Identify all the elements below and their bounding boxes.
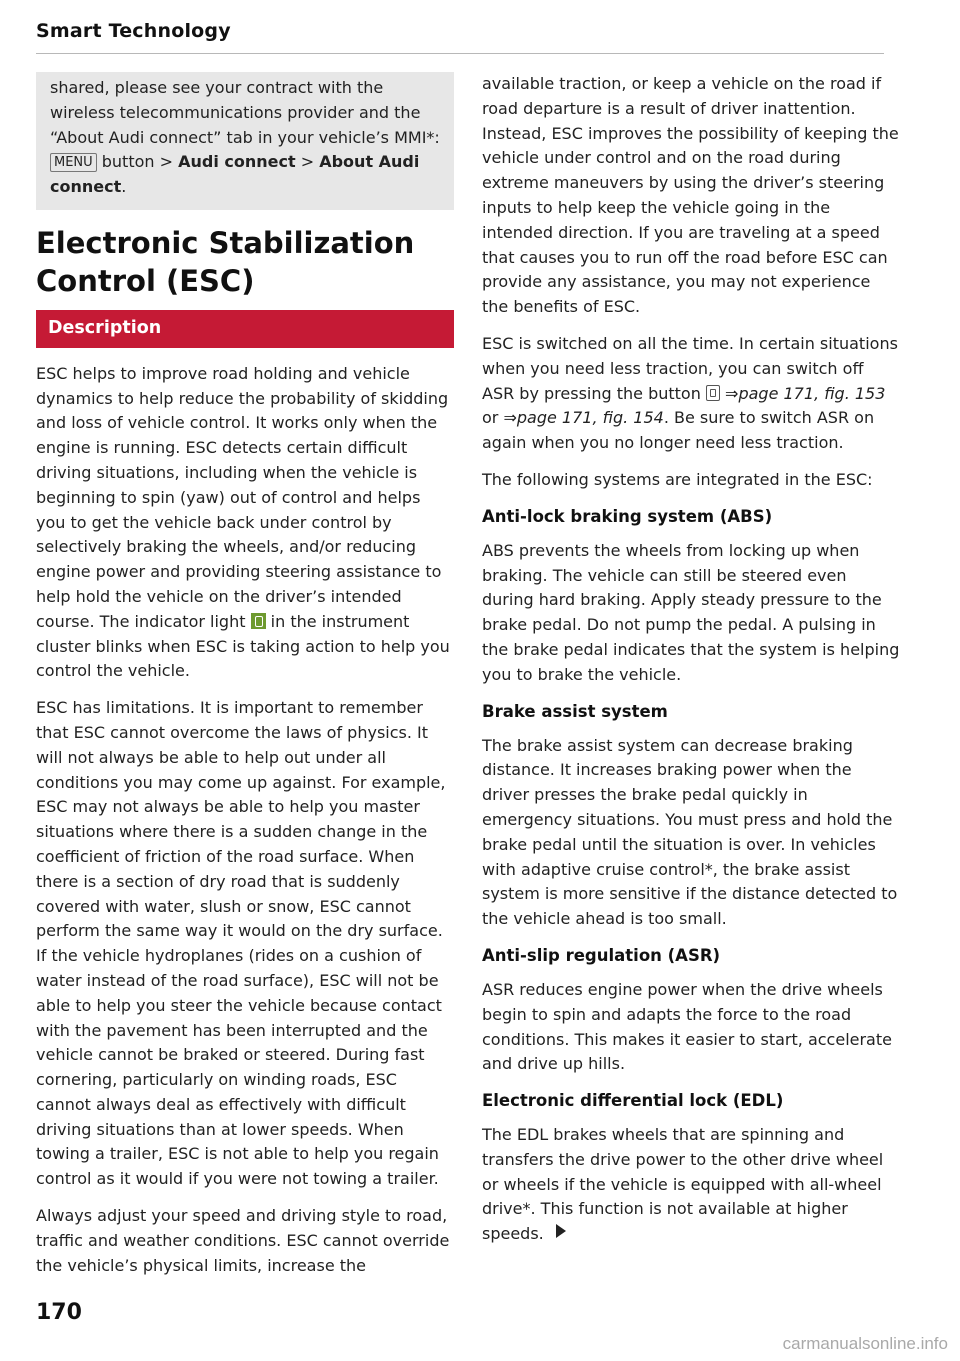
esc-switch-paragraph: ESC is switched on all the time. In certain situations when you need less traction, you can switch off ASR by pressing the button ⇒page 171, fig. 153 or ⇒page 171, fig. 154. Be sure to switch ASR on again when you no longer need less traction. <box>482 333 898 453</box>
asr-heading: Anti-slip regulation (ASR) <box>482 945 721 965</box>
traction-paragraph: available traction, or keep a vehicle on the road if road departure is a result of driver inattention. Instead, ESC improves the possibility of keeping the vehicle under control and on the road during extreme maneuvers by using the driver’s steering inputs to help keep the vehicle going in the intended direction. If you are traveling at a speed that causes you to run off the road before ESC can provide any assistance, you may not experience the benefits of ESC. <box>482 74 899 317</box>
edl-paragraph: The EDL brakes wheels that are spinning and transfers the drive power to the other drive wheel or wheels if the vehicle is equipped with all-wheel drive*. This function is not available at higher speeds. <box>482 1125 884 1244</box>
left-column <box>36 72 454 1290</box>
section-title: Electronic Stabilization Control (ESC) <box>36 225 415 298</box>
esc-indicator-icon <box>251 613 266 629</box>
intro-text: shared, please see your contract with the wireless telecommunications provider and the “About Audi connect” tab in your vehicle’s MMI*: <box>50 78 440 147</box>
intro-note-box: shared, please see your contract with the wireless telecommunications provider and the “About Audi connect” tab in your vehicle’s MMI*: MENU button > Audi connect > About Audi connect. <box>36 72 454 210</box>
about-audi-connect-label: About Audi connect <box>50 152 420 197</box>
menu-key: MENU <box>50 153 97 172</box>
continue-arrow-icon <box>556 1224 566 1238</box>
watermark: carmanualsonline.info <box>782 1334 948 1353</box>
adjust-speed-paragraph: Always adjust your speed and driving style to road, traffic and weather conditions. ESC cannot override the vehicle’s physical limits, increase the <box>36 1206 450 1275</box>
edl-heading: Electronic differential lock (EDL) <box>482 1091 784 1111</box>
asr-button-icon <box>706 385 720 401</box>
page-ref-arrow-icon: ⇒ <box>503 408 517 428</box>
esc-description-paragraph: ESC helps to improve road holding and vehicle dynamics to help reduce the probability of skidding and loss of vehicle control. It works only when the engine is running. ESC detects certain difficult driving situations, including when the vehicle is beginning to spin (yaw) out of control and helps you to get the vehicle back under control by selectively braking the wheels, and/or reducing engine power and providing steering assistance to help hold the vehicle on the driver’s intended course. The indicator light in the instrument cluster blinks when ESC is taking action to help you control the vehicle. <box>36 363 450 681</box>
abs-paragraph: ABS prevents the wheels from locking up when braking. The vehicle can still be steered even during hard braking. Apply steady pressure to the brake pedal. Do not pump the pedal. A pulsing in the brake pedal indicates that the system is helping you to brake the vehicle. <box>482 540 900 684</box>
abs-heading: Anti-lock braking system (ABS) <box>482 506 773 526</box>
audi-connect-label: Audi connect <box>178 152 296 172</box>
page-ref-arrow-icon: ⇒ <box>725 383 739 403</box>
page-number: 170 <box>36 1300 82 1325</box>
page-reference-link[interactable]: page 171, fig. 153 <box>738 383 886 403</box>
brake-assist-heading: Brake assist system <box>482 701 668 721</box>
asr-paragraph: ASR reduces engine power when the drive wheels begin to spin and adapts the force to the road conditions. This makes it easier to start, accelerate and drive up hills. <box>482 979 892 1074</box>
intro-after-key: button > <box>96 152 179 172</box>
page-reference-link[interactable]: page 171, fig. 154 <box>516 408 664 428</box>
esc-limitations-paragraph: ESC has limitations. It is important to remember that ESC cannot overcome the laws of physics. It will not always be able to help out under all conditions you may come up against. For example, ESC may not always be able to help you master situations where there is a sudden change in the coefficient of friction of the road surface. When there is a section of dry road that is suddenly covered with water, slush or snow, ESC cannot perform the same way it would on the dry surface. If the vehicle hydroplanes (rides on a cushion of water instead of the road surface), ESC will not be able to help you steer the vehicle because contact with the pavement has been interrupted and the vehicle cannot be braked or steered. During fast cornering, particularly on winding roads, ESC cannot always deal as effectively with difficult driving situations than at lower speeds. When towing a trailer, ESC is not able to help you regain control as it would if you were not towing a trailer. <box>36 698 446 1189</box>
subsection-bar: Description <box>36 310 454 348</box>
brake-assist-paragraph: The brake assist system can decrease braking distance. It increases braking power when the driver presses the brake pedal quickly in emergency situations. You must press and hold the brake pedal until the situation is over. In vehicles with adaptive cruise control*, the brake assist system is more sensitive if the distance detected to the vehicle ahead is too small. <box>482 735 898 929</box>
right-column <box>482 72 900 1259</box>
integrated-systems-intro: The following systems are integrated in the ESC: <box>482 469 873 489</box>
page-header-title: Smart Technology <box>36 20 231 42</box>
header-divider <box>36 53 884 54</box>
